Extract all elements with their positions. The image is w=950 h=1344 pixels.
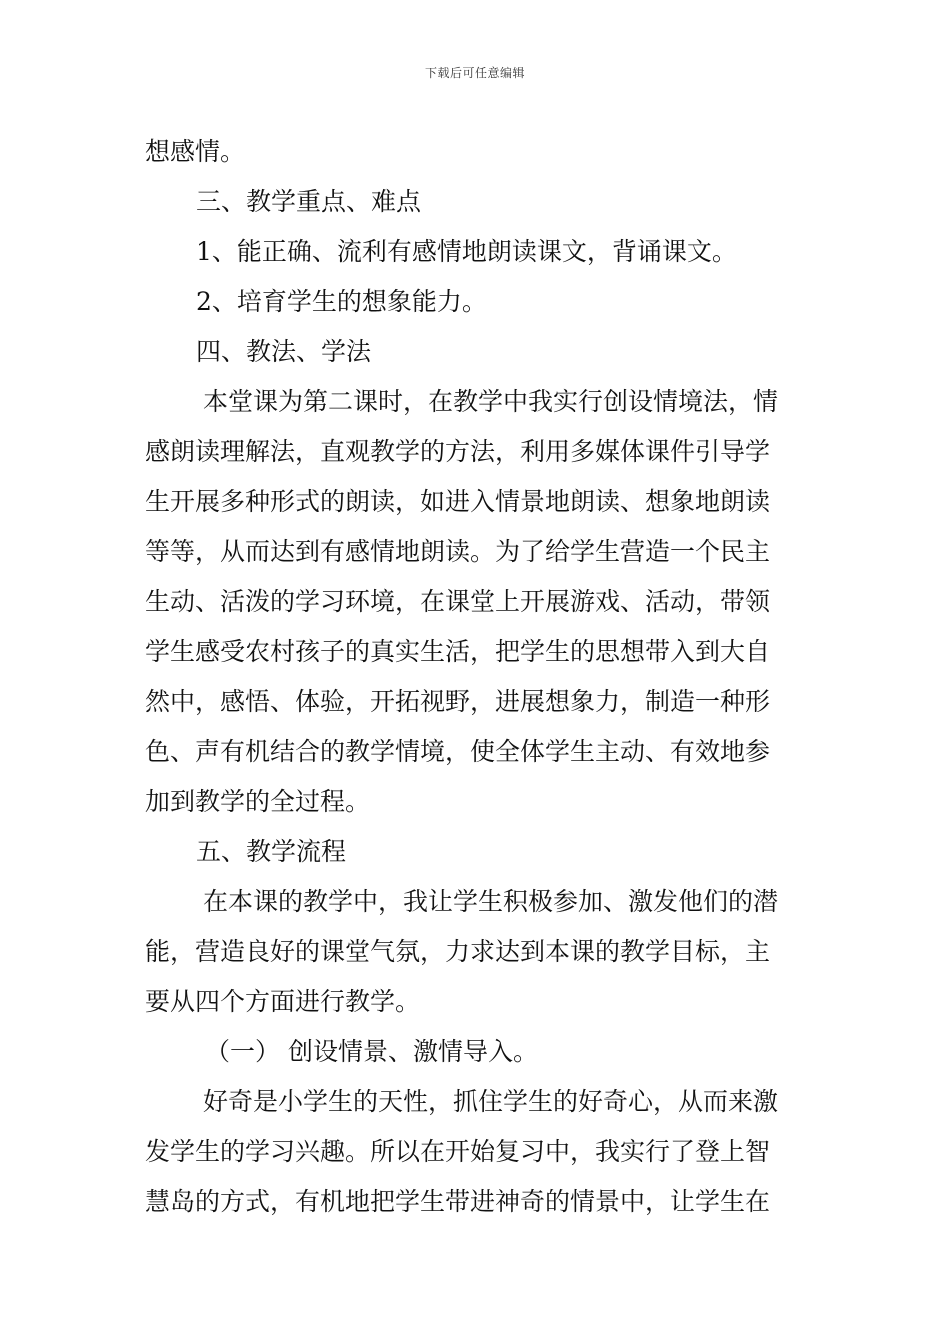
section-heading: 三、教学重点、难点 [196,187,422,216]
paragraph-line: 生开展多种形式的朗读，如进入情景地朗读、想象地朗读 [145,487,771,516]
paragraph-line: 等等，从而达到有感情地朗读。为了给学生营造一个民主 [145,537,771,566]
paragraph-line: 学生感受农村孩子的真实生活，把学生的思想带入到大自 [145,637,771,666]
paragraph-line: 慧岛的方式，有机地把学生带进神奇的情景中，让学生在 [145,1187,771,1216]
paragraph-line: 色、声有机结合的教学情境，使全体学生主动、有效地参 [145,737,771,766]
document-body [145,127,805,1227]
paragraph-line: 发学生的学习兴趣。所以在开始复习中，我实行了登上智 [145,1137,771,1166]
paragraph-line: 要从四个方面进行教学。 [145,987,421,1016]
subsection-heading: （一） 创设情景、激情导入。 [205,1037,538,1066]
paragraph-line: 好奇是小学生的天性，抓住学生的好奇心，从而来激 [203,1087,779,1116]
section-heading: 四、教法、学法 [196,337,372,366]
list-item: 2、培育学生的想象能力。 [196,287,487,316]
list-item: 1、能正确、流利有感情地朗读课文，背诵课文。 [196,237,737,266]
section-heading: 五、教学流程 [196,837,347,866]
paragraph-line: 加到教学的全过程。 [145,787,371,816]
paragraph-line: 在本课的教学中，我让学生积极参加、激发他们的潜 [203,887,779,916]
paragraph-line: 感朗读理解法，直观教学的方法，利用多媒体课件引导学 [145,437,771,466]
paragraph-line: 本堂课为第二课时，在教学中我实行创设情境法，情 [203,387,779,416]
page-header: 下载后可任意编辑 [424,66,525,80]
paragraph-line: 能，营造良好的课堂气氛，力求达到本课的教学目标，主 [145,937,771,966]
paragraph-line: 生动、活泼的学习环境，在课堂上开展游戏、活动，带领 [145,587,771,616]
text-line: 想感情。 [145,137,246,166]
paragraph-line: 然中，感悟、体验，开拓视野，进展想象力，制造一种形 [145,687,771,716]
